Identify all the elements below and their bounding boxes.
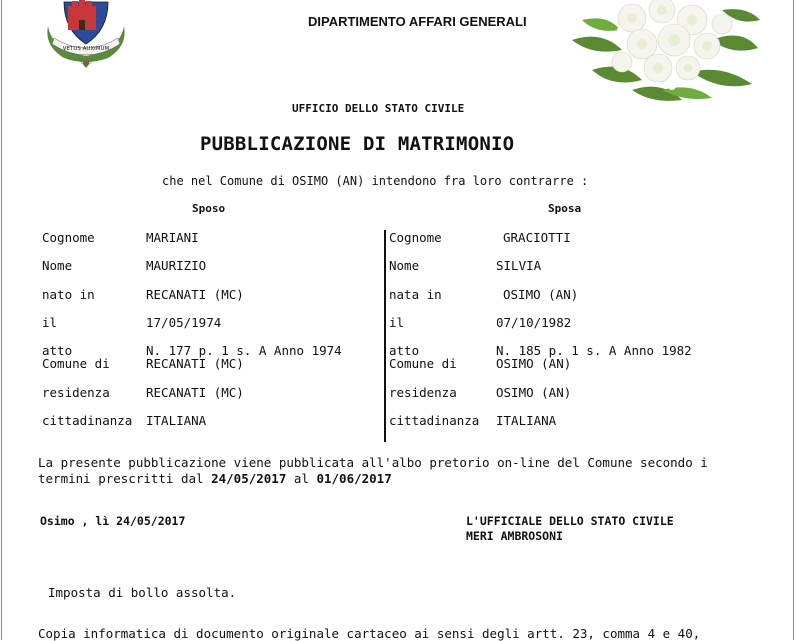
stamp-duty-note: Imposta di bollo assolta. [48, 585, 237, 600]
bride-residence: OSIMO (AN) [496, 385, 572, 400]
groom-citizenship: ITALIANA [146, 413, 207, 428]
page-border-left [1, 0, 2, 640]
bride-name-label: Nome [389, 258, 420, 273]
bride-born-label: nata in [389, 287, 442, 302]
bride-citizenship: ITALIANA [496, 413, 557, 428]
groom-date-label: il [42, 315, 58, 330]
digital-copy-note: Copia informatica di documento originale cartaceo ai sensi degli artt. 23, comma 4 e 40, [38, 626, 701, 641]
groom-act-comune: RECANATI (MC) [146, 356, 244, 371]
groom-act: N. 177 p. 1 s. A Anno 1974 [146, 343, 342, 358]
groom-born: RECANATI (MC) [146, 287, 244, 302]
bride-residence-label: residenza [389, 385, 457, 400]
page-border-right [793, 0, 794, 640]
groom-surname: MARIANI [146, 230, 199, 245]
groom-act-comune-label: Comune di [42, 356, 110, 371]
groom-act-label: atto [42, 343, 73, 358]
department-title: DIPARTIMENTO AFFARI GENERALI [308, 14, 527, 29]
bride-citizenship-label: cittadinanza [389, 413, 480, 428]
bride-name: SILVIA [496, 258, 542, 273]
intro-text: che nel Comune di OSIMO (AN) intendono fra loro contrarre : [162, 174, 589, 188]
groom-date: 17/05/1974 [146, 315, 222, 330]
publication-line-2 [38, 471, 392, 486]
municipal-crest-logo [38, 0, 134, 70]
groom-residence-label: residenza [42, 385, 110, 400]
publication-terms-mid: al [286, 471, 317, 486]
bride-date-label: il [389, 315, 405, 330]
groom-residence: RECANATI (MC) [146, 385, 244, 400]
publication-date-to: 01/06/2017 [316, 471, 392, 486]
official-title: L'UFFICIALE DELLO STATO CIVILE [466, 514, 674, 528]
publication-date-from: 24/05/2017 [211, 471, 287, 486]
crest-motto: VETUS AUXIMUM [62, 46, 110, 52]
groom-citizenship-label: cittadinanza [42, 413, 133, 428]
document-title: PUBBLICAZIONE DI MATRIMONIO [200, 133, 515, 155]
bride-surname-label: Cognome [389, 230, 442, 245]
groom-name-label: Nome [42, 258, 73, 273]
bride-born: OSIMO (AN) [503, 287, 579, 302]
bride-act-comune-label: Comune di [389, 356, 457, 371]
bride-heading: Sposa [548, 202, 582, 215]
bride-act-comune: OSIMO (AN) [496, 356, 572, 371]
official-name: MERI AMBROSONI [466, 529, 563, 543]
flower-bouquet-image [562, 0, 762, 104]
bride-date: 07/10/1982 [496, 315, 572, 330]
column-divider [384, 230, 386, 442]
groom-heading: Sposo [192, 202, 226, 215]
publication-terms-prefix: termini prescritti dal [38, 471, 212, 486]
bride-surname: GRACIOTTI [503, 230, 571, 245]
groom-name: MAURIZIO [146, 258, 207, 273]
place-date: Osimo , lì 24/05/2017 [40, 514, 186, 528]
bride-act-label: atto [389, 343, 420, 358]
groom-surname-label: Cognome [42, 230, 95, 245]
publication-line-1: La presente pubblicazione viene pubblicata all'albo pretorio on-line del Comune secondo i [38, 455, 708, 470]
groom-born-label: nato in [42, 287, 95, 302]
office-heading: UFFICIO DELLO STATO CIVILE [292, 102, 465, 115]
bride-act: N. 185 p. 1 s. A Anno 1982 [496, 343, 692, 358]
